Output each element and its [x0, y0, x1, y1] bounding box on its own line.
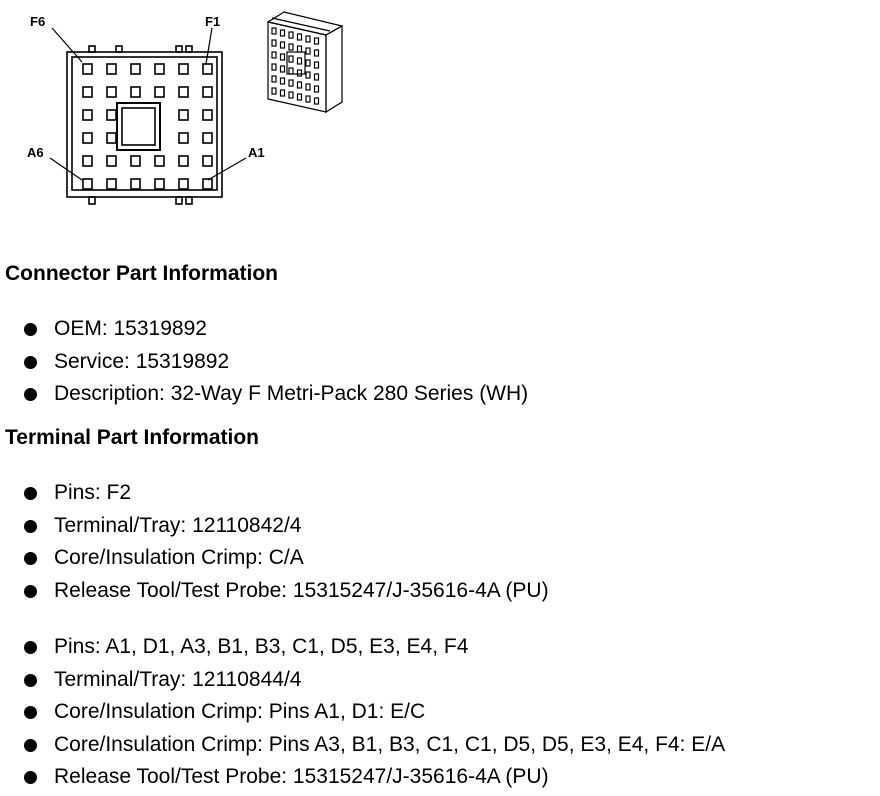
pin-cavity [155, 87, 164, 97]
terminal-tray: Terminal/Tray: 12110844/4 [54, 667, 302, 691]
pin-cavity [83, 156, 92, 166]
terminal-crimp: Core/Insulation Crimp: Pins A3, B1, B3, C1, C1, D5, D5, E3, E4, F4: E/A [54, 732, 726, 756]
terminal-pins: Pins: A1, D1, A3, B1, B3, C1, D5, E3, E4, F4 [54, 635, 469, 658]
iso-pin-cavity [315, 50, 319, 56]
iso-pin-cavity [315, 62, 319, 68]
bullet-icon [24, 388, 37, 401]
iso-pin-cavity [272, 40, 276, 46]
bullet-icon [24, 487, 37, 500]
iso-pin-cavity [272, 76, 276, 82]
iso-pin-cavity [298, 82, 302, 88]
iso-pin-cavity [306, 60, 310, 66]
pin-cavity [203, 156, 212, 166]
iso-pin-cavity [272, 28, 276, 34]
list-item [24, 631, 725, 664]
pin-cavity [155, 64, 164, 74]
pin-cavity [107, 156, 116, 166]
pin-cavity [131, 179, 140, 189]
list-item [24, 761, 725, 794]
list-item [24, 696, 725, 729]
iso-pin-cavity [315, 74, 319, 80]
iso-pin-cavity [272, 88, 276, 94]
bullet-icon [24, 706, 37, 719]
connector-section-title: Connector Part Information [5, 262, 279, 285]
iso-pin-cavity [281, 66, 285, 72]
pin-cavity [107, 110, 116, 120]
iso-pin-cavity [315, 98, 319, 104]
terminal-info-list-2 [24, 631, 725, 794]
iso-pin-cavity [306, 36, 310, 42]
list-item [24, 542, 549, 575]
iso-pin-cavity [306, 96, 310, 102]
pin-cavity [179, 87, 188, 97]
pin-cavity [155, 179, 164, 189]
pin-cavity [203, 133, 212, 143]
terminal-release-tool: Release Tool/Test Probe: 15315247/J-35616-4A (PU) [54, 765, 549, 789]
pin-cavity [131, 156, 140, 166]
bullet-icon [24, 323, 37, 336]
iso-pin-cavity [298, 58, 302, 64]
pin-cavity [203, 87, 212, 97]
iso-pin-cavity [306, 84, 310, 90]
bullet-icon [24, 585, 37, 598]
connector-isometric-view [268, 12, 342, 112]
terminal-crimp: Core/Insulation Crimp: C/A [54, 546, 304, 570]
connector-diagram [0, 0, 360, 215]
connector-description: Description: 32-Way F Metri-Pack 280 Series (WH) [54, 382, 529, 406]
pin-cavity [179, 179, 188, 189]
iso-pin-cavity [281, 54, 285, 60]
bullet-icon [24, 771, 37, 784]
terminal-tray: Terminal/Tray: 12110842/4 [54, 513, 302, 537]
pin-cavity [131, 64, 140, 74]
bullet-icon [24, 520, 37, 533]
iso-pin-cavity [289, 44, 293, 50]
pin-label-a6: A6 [27, 145, 44, 160]
list-item [24, 477, 549, 510]
list-item [24, 378, 528, 411]
pin-cavity [107, 64, 116, 74]
list-item [24, 510, 549, 543]
pin-cavity [179, 110, 188, 120]
pin-cavity [131, 87, 140, 97]
pin-label-f1: F1 [205, 14, 221, 29]
list-item [24, 346, 528, 379]
terminal-section-title: Terminal Part Information [5, 426, 259, 449]
pin-cavity [107, 87, 116, 97]
pin-label-f6: F6 [30, 14, 46, 29]
iso-pin-cavity [272, 64, 276, 70]
bullet-icon [24, 739, 37, 752]
pin-cavity [203, 110, 212, 120]
iso-pin-cavity [315, 86, 319, 92]
connector-oem: OEM: 15319892 [54, 317, 207, 340]
pin-cavity [83, 133, 92, 143]
pin-label-a1: A1 [248, 145, 265, 160]
pin-cavity [83, 87, 92, 97]
list-item [24, 575, 549, 608]
iso-pin-cavity [315, 38, 319, 44]
iso-pin-cavity [289, 56, 293, 62]
terminal-info-list-1 [24, 477, 549, 607]
iso-pin-cavity [289, 32, 293, 38]
pin-cavity [179, 133, 188, 143]
connector-info-list [24, 313, 528, 411]
iso-pin-cavity [289, 68, 293, 74]
terminal-crimp: Core/Insulation Crimp: Pins A1, D1: E/C [54, 700, 426, 724]
iso-pin-cavity [281, 90, 285, 96]
connector-service: Service: 15319892 [54, 349, 230, 373]
iso-pin-cavity [272, 52, 276, 58]
connector-front-view [67, 46, 222, 204]
pin-cavity [83, 179, 92, 189]
bullet-icon [24, 674, 37, 687]
pin-cavity [83, 110, 92, 120]
pin-cavity [107, 133, 116, 143]
pin-cavity [83, 64, 92, 74]
bullet-icon [24, 641, 37, 654]
iso-pin-cavity [281, 78, 285, 84]
list-item [24, 313, 528, 346]
pin-cavity [179, 64, 188, 74]
pin-cavity [107, 179, 116, 189]
iso-pin-cavity [306, 72, 310, 78]
iso-pin-cavity [281, 30, 285, 36]
iso-pin-cavity [289, 80, 293, 86]
pin-cavity [179, 156, 188, 166]
connector-drawing [0, 0, 360, 215]
iso-pin-cavity [306, 48, 310, 54]
list-item [24, 729, 725, 762]
terminal-release-tool: Release Tool/Test Probe: 15315247/J-35616-4A (PU) [54, 578, 549, 602]
iso-pin-cavity [298, 34, 302, 40]
pin-cavity [155, 156, 164, 166]
iso-pin-cavity [298, 46, 302, 52]
pin-cavity [203, 179, 212, 189]
bullet-icon [24, 552, 37, 565]
iso-pin-cavity [298, 70, 302, 76]
iso-pin-cavity [289, 92, 293, 98]
iso-pin-cavity [298, 94, 302, 100]
list-item [24, 664, 725, 697]
iso-pin-cavity [281, 42, 285, 48]
pin-cavity [203, 64, 212, 74]
bullet-icon [24, 356, 37, 369]
terminal-pins: Pins: F2 [54, 481, 132, 504]
